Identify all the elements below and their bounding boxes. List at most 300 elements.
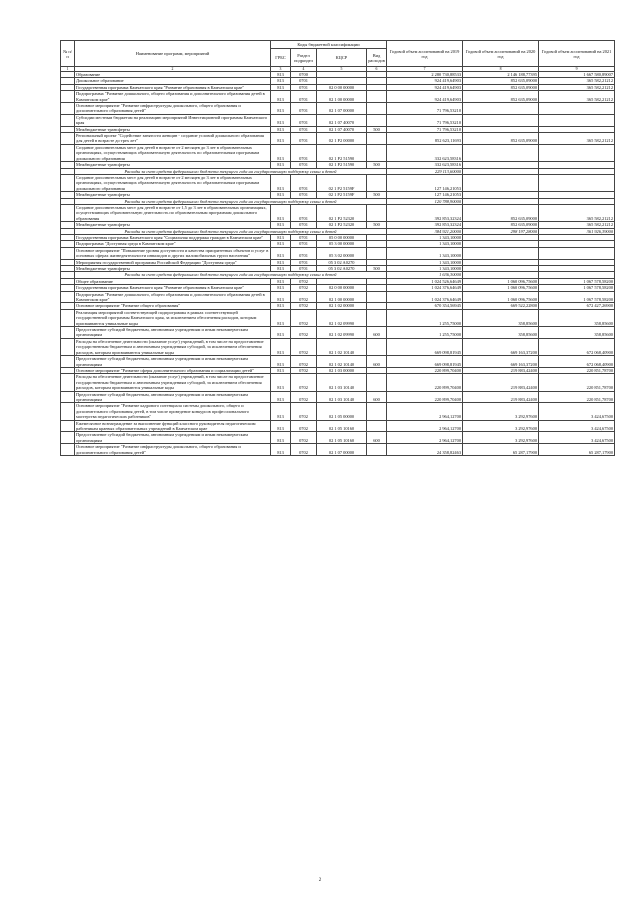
index-cell: 3 [271,67,291,72]
row-name-cell: Государственная программа Камчатского края "Развитие образования в Камчатском крае" [75,84,271,90]
row-grbs-cell: 813 [271,103,291,115]
row-name-cell: Мероприятия государственной программы Российской Федерации "Доступная среда" [75,259,271,265]
row-amount-y1: 229 113,60000 [387,168,463,174]
row-num-cell [61,391,75,403]
row-amount-y3: 365 582,21212 [539,204,615,221]
row-amount-y1: 71 796,53210 [387,126,463,132]
row-razdel-cell: 0702 [291,309,317,326]
row-razdel-cell: 0701 [291,204,317,221]
row-amount-y1: 924 419,64903 [387,78,463,84]
row-note-text: Расходы за счет средств федерального бюджета текущего года на государственную поддержку семьи и детей [75,228,387,234]
row-amount-y2: 3 292,97600 [463,403,539,420]
row-amount-y3: 1 667 580,89007 [539,72,615,78]
table-row [61,403,615,420]
row-kcsr-cell: 02 1 07 40070 [317,126,367,132]
row-name-cell: Региональный проект "Содействие занятости женщин - создание условий дошкольного образования для детей в возрасте до трех лет" [75,133,271,145]
row-name-cell: Предоставление субсидий бюджетным, автономным учреждениям и иным некоммерческим организациям [75,356,271,368]
row-grbs-cell: 813 [271,222,291,228]
row-amount-y1: 1 636,30000 [387,272,463,278]
row-kcsr-cell: 02 1 07 40070 [317,114,367,126]
row-vid-cell: 600 [367,327,387,339]
row-vid-cell [367,291,387,303]
header-year-2020: Годовой объем ассигнований на 2020 год [463,41,539,67]
row-amount-y1: 1 024 526,64649 [387,278,463,284]
row-vid-cell [367,204,387,221]
row-amount-y2 [463,114,539,126]
table-row [61,356,615,368]
row-amount-y2: 852 635,09000 [463,204,539,221]
row-kcsr-cell: 02 1 P2 00000 [317,133,367,145]
row-amount-y2: 1 060 096,75600 [463,278,539,284]
row-amount-y1: 1 024 376,64649 [387,291,463,303]
row-amount-y1: 220 899,70400 [387,374,463,391]
header-year-2021: Годовой объем ассигнований на 2021 год [539,41,615,67]
row-kcsr-cell: 05 0 00 00000 [317,234,367,240]
row-amount-y1: 2 280 730,88533 [387,72,463,78]
row-grbs-cell: 813 [271,432,291,444]
row-amount-y1: 220 899,70400 [387,391,463,403]
row-amount-y1: 2 964,12700 [387,432,463,444]
row-name-cell: Основное мероприятие "Развитие инфраструктуры дошкольного, общего образования и дополнительного образования детей" [75,444,271,456]
row-amount-y2: 3 292,97600 [463,420,539,432]
row-amount-y3: 220 851,78700 [539,367,615,373]
header-kcsr: КЦСР [317,49,367,67]
row-vid-cell [367,420,387,432]
row-note-text: Расходы за счет средств федерального бюджета текущего года на государственную поддержку семьи и детей [75,198,387,204]
row-vid-cell [367,374,387,391]
index-cell: 8 [463,67,539,72]
row-vid-cell [367,309,387,326]
row-amount-y1: 1 343,10000 [387,241,463,247]
row-amount-y1: 127 146,21053 [387,174,463,191]
row-name-cell: Межбюджетные трансферты [75,162,271,168]
row-amount-y1: 670 354,56945 [387,303,463,309]
table-row [61,291,615,303]
table-row [61,114,615,126]
row-kcsr-cell: 02 0 00 00000 [317,84,367,90]
index-cell: 4 [291,67,317,72]
row-grbs-cell: 813 [271,162,291,168]
row-amount-y2: 65 287,17900 [463,444,539,456]
row-vid-cell [367,114,387,126]
row-vid-cell: 500 [367,192,387,198]
table-row [61,91,615,103]
row-vid-cell [367,247,387,259]
row-grbs-cell: 813 [271,278,291,284]
row-amount-y1: 332 623,58316 [387,144,463,161]
header-num: № п/п [61,41,75,67]
row-name-cell: Межбюджетные трансферты [75,126,271,132]
row-razdel-cell: 0702 [291,444,317,456]
row-num-cell [61,420,75,432]
row-name-cell: Реализация мероприятий соответствующей подпрограммы в рамках соответствующей государственной программы Камчатского края, за исключением обеспечения расходов, которым присваиваются уникальные коды [75,309,271,326]
row-amount-y2: 852 635,09000 [463,133,539,145]
row-grbs-cell: 813 [271,204,291,221]
row-amount-y3 [539,144,615,161]
row-grbs-cell: 813 [271,367,291,373]
row-vid-cell [367,338,387,355]
row-razdel-cell: 0701 [291,84,317,90]
row-grbs-cell: 813 [271,192,291,198]
row-razdel-cell: 0701 [291,133,317,145]
row-kcsr-cell: 02 1 P2 51590 [317,162,367,168]
row-name-cell: Субсидии местным бюджетам на реализацию мероприятий Инвестиционной программы Камчатского края [75,114,271,126]
row-grbs-cell: 813 [271,403,291,420]
row-amount-y1: 1 024 376,64649 [387,285,463,291]
row-razdel-cell: 0702 [291,356,317,368]
row-name-cell: Создание дополнительных мест для детей в возрасте от 1,5 до 3 лет в образовательных организациях, осуществляющих образовательную деятельность по образовательным программам дошкольного образования [75,204,271,221]
row-name-cell: Основное мероприятие "Развитие инфраструктуры дошкольного, общего образования и дополнительного образования детей" [75,103,271,115]
row-grbs-cell: 813 [271,356,291,368]
row-grbs-cell: 813 [271,391,291,403]
header-name: Наименование программ, мероприятий [75,41,271,67]
row-kcsr-cell: 02 1 P2 5159F [317,174,367,191]
table-row [61,84,615,90]
row-amount-y2: 219 883,42400 [463,367,539,373]
row-name-cell: Образование [75,72,271,78]
row-num-cell [61,444,75,456]
row-razdel-cell: 0702 [291,420,317,432]
row-vid-cell [367,174,387,191]
row-kcsr-cell: 02 1 02 10140 [317,338,367,355]
row-amount-y1: 71 796,53210 [387,114,463,126]
row-grbs-cell: 813 [271,420,291,432]
row-grbs-cell: 813 [271,144,291,161]
row-razdel-cell: 0702 [291,278,317,284]
row-razdel-cell: 0702 [291,367,317,373]
row-amount-y2: 1 060 096,75600 [463,285,539,291]
row-razdel-cell: 0701 [291,91,317,103]
row-name-cell: Основное мероприятие "Повышение уровня доступности и качества приоритетных объектов и услуг в основных сферах жизнедеятельности инвалидов и других маломобильных групп населения" [75,247,271,259]
row-grbs-cell: 813 [271,174,291,191]
row-amount-y3 [539,174,615,191]
row-amount-y2: 852 635,09000 [463,78,539,84]
row-razdel-cell: 0701 [291,174,317,191]
row-name-cell: Подпрограмма "Развитие дошкольного, общего образования и дополнительного образования детей в Камчатском крае" [75,91,271,103]
header-razdel: Раздел подраздел [291,49,317,67]
row-amount-y3: 65 287,17900 [539,444,615,456]
row-grbs-cell: 813 [271,91,291,103]
row-grbs-cell: 813 [271,72,291,78]
row-grbs-cell: 813 [271,114,291,126]
row-kcsr-cell: 02 1 05 10160 [317,432,367,444]
row-name-cell: Подпрограмма "Доступная среда в Камчатском крае" [75,241,271,247]
row-amount-y3: 365 582,21212 [539,78,615,84]
row-amount-y1: 220 899,70400 [387,367,463,373]
budget-table [60,40,615,456]
header-grbs: ГРБС [271,49,291,67]
row-grbs-cell: 813 [271,444,291,456]
row-razdel-cell: 0701 [291,192,317,198]
budget-document-page [60,40,614,456]
row-vid-cell [367,103,387,115]
row-razdel-cell: 0701 [291,114,317,126]
index-cell: 1 [61,67,75,72]
row-kcsr-cell: 02 1 02 09990 [317,309,367,326]
row-grbs-cell: 813 [271,266,291,272]
page-number: 2 [318,878,322,883]
row-amount-y2: 669 163,37200 [463,356,539,368]
header-codes-group: Коды бюджетной классификации [271,41,387,49]
table-row [61,327,615,339]
row-amount-y1: 127 146,21053 [387,192,463,198]
row-amount-y3: 3 424,67500 [539,432,615,444]
row-amount-y1: 392 853,32324 [387,204,463,221]
row-name-cell: Ежемесячное вознаграждение за выполнение функций классного руководителя педагогическим работникам краевых образовательных учреждений в Камчатском крае [75,420,271,432]
table-row [61,420,615,432]
table-row [61,204,615,221]
row-amount-y1: 384 921,20000 [387,228,463,234]
table-body [61,72,615,456]
row-amount-y1: 924 419,64903 [387,84,463,90]
row-razdel-cell: 0701 [291,266,317,272]
row-razdel-cell: 0701 [291,222,317,228]
row-grbs-cell: 813 [271,285,291,291]
row-vid-cell [367,444,387,456]
row-num-cell [61,144,75,161]
row-razdel-cell: 0702 [291,303,317,309]
table-row [61,174,615,191]
row-kcsr-cell: 02 1 05 10160 [317,420,367,432]
row-amount-y3: 220 851,78700 [539,391,615,403]
row-razdel-cell: 0702 [291,374,317,391]
row-amount-y3: 358,85600 [539,327,615,339]
row-amount-y3 [539,247,615,259]
row-amount-y2: 1 060 096,75600 [463,291,539,303]
row-kcsr-cell: 05 3 02 00000 [317,247,367,259]
row-amount-y2: 298 197,28000 [463,228,539,234]
row-amount-y2: 219 883,42400 [463,391,539,403]
row-amount-y2 [463,144,539,161]
row-amount-y1: 924 419,64903 [387,91,463,103]
row-razdel-cell: 0701 [291,103,317,115]
row-amount-y1: 1 343,10000 [387,234,463,240]
row-name-cell: Расходы на обеспечение деятельности (оказание услуг) учреждений, в том числе на предоставление государственным бюджетным и автономным учреждениям субсидий, за исключением обеспечения расходов, которым присваиваются уникальные коды [75,374,271,391]
row-razdel-cell: 0700 [291,72,317,78]
row-grbs-cell: 813 [271,78,291,84]
row-amount-y2: 852 635,09000 [463,84,539,90]
row-kcsr-cell: 02 1 P2 52320 [317,222,367,228]
row-kcsr-cell: 02 1 P2 51590 [317,144,367,161]
row-grbs-cell: 813 [271,259,291,265]
row-grbs-cell: 813 [271,374,291,391]
table-row [61,432,615,444]
row-kcsr-cell: 05 3 02 A0270 [317,266,367,272]
row-amount-y2: 669 522,22800 [463,303,539,309]
row-vid-cell: 600 [367,356,387,368]
row-name-cell: Расходы на обеспечение деятельности (оказание услуг) учреждений, в том числе на предоставление государственным бюджетным и автономным учреждениям субсидий, за исключением обеспечения расходов, которым присваиваются уникальные коды [75,338,271,355]
row-amount-y1: 2 964,12700 [387,403,463,420]
row-num-cell [61,133,75,145]
row-kcsr-cell: 02 1 03 10140 [317,391,367,403]
table-row [61,444,615,456]
row-amount-y2: 2 146 188,77395 [463,72,539,78]
row-amount-y1: 24 358,82463 [387,444,463,456]
row-razdel-cell: 0701 [291,234,317,240]
row-amount-y3: 365 582,21212 [539,84,615,90]
index-cell: 6 [367,67,387,72]
row-amount-y2: 852 635,09000 [463,91,539,103]
row-vid-cell: 500 [367,222,387,228]
row-amount-y3: 1 067 578,58200 [539,285,615,291]
row-num-cell [61,356,75,368]
row-amount-y2: 3 292,97600 [463,432,539,444]
index-cell: 2 [75,67,271,72]
row-amount-y3: 365 582,21212 [539,222,615,228]
row-vid-cell [367,144,387,161]
row-razdel-cell: 0702 [291,391,317,403]
row-name-cell: Государственная программа Камчатского края "Социальная поддержка граждан в Камчатском крае" [75,234,271,240]
row-kcsr-cell: 02 1 00 00000 [317,291,367,303]
row-amount-y3: 1 067 578,58200 [539,291,615,303]
table-row [61,338,615,355]
row-amount-y3: 365 582,21212 [539,133,615,145]
row-vid-cell: 600 [367,432,387,444]
row-kcsr-cell: 02 1 00 00000 [317,91,367,103]
row-razdel-cell: 0701 [291,259,317,265]
row-amount-y3 [539,114,615,126]
row-amount-y3: 672 427,26900 [539,303,615,309]
row-razdel-cell: 0701 [291,126,317,132]
table-row [61,367,615,373]
table-row [61,144,615,161]
row-grbs-cell: 813 [271,291,291,303]
row-num-cell [61,327,75,339]
row-name-cell: Общее образование [75,278,271,284]
row-amount-y2 [463,174,539,191]
table-row [61,309,615,326]
table-row [61,285,615,291]
row-amount-y2: 219 883,42400 [463,374,539,391]
row-kcsr-cell: 02 1 02 09990 [317,327,367,339]
row-vid-cell: 600 [367,391,387,403]
row-name-cell: Основное мероприятие "Развитие сферы дополнительного образования и социализации детей" [75,367,271,373]
row-amount-y1: 332 623,58316 [387,162,463,168]
row-razdel-cell: 0701 [291,241,317,247]
row-kcsr-cell: 02 1 05 00000 [317,403,367,420]
row-num-cell [61,338,75,355]
row-name-cell: Межбюджетные трансферты [75,192,271,198]
row-grbs-cell: 813 [271,126,291,132]
table-row [61,391,615,403]
row-amount-y1: 120 788,90000 [387,198,463,204]
row-razdel-cell: 0702 [291,291,317,303]
header-vid-rashodov: Вид расходов [367,49,387,67]
row-grbs-cell: 813 [271,133,291,145]
row-kcsr-cell: 02 1 P2 5159F [317,192,367,198]
row-num-cell [61,309,75,326]
row-amount-y1: 1 255,75000 [387,309,463,326]
row-name-cell: Государственная программа Камчатского края "Развитие образования в Камчатском крае" [75,285,271,291]
row-amount-y3: 672 068,40900 [539,356,615,368]
row-kcsr-cell: 02 1 07 00000 [317,444,367,456]
row-name-cell: Создание дополнительных мест для детей в возрасте от 2 месяцев до 3 лет в образовательных организациях, осуществляющих образовательную деятельность по образовательным программам дошкольного образования [75,174,271,191]
table-row [61,103,615,115]
row-num-cell [61,103,75,115]
row-amount-y1: 1 343,10000 [387,247,463,259]
row-name-cell: Межбюджетные трансферты [75,266,271,272]
row-amount-y2: 358,85600 [463,327,539,339]
row-vid-cell [367,133,387,145]
row-amount-y1: 392 853,32324 [387,222,463,228]
row-grbs-cell: 813 [271,247,291,259]
row-grbs-cell: 813 [271,309,291,326]
row-razdel-cell: 0702 [291,403,317,420]
table-row [61,374,615,391]
row-num-cell [61,291,75,303]
row-name-cell: Основное мероприятие "Развитие общего образования" [75,303,271,309]
row-amount-y1: 1 343,10000 [387,259,463,265]
row-num-cell [61,403,75,420]
row-amount-y3: 3 424,67500 [539,403,615,420]
row-grbs-cell: 813 [271,303,291,309]
table-row [61,303,615,309]
row-name-cell: Предоставление субсидий бюджетным, автономным учреждениям и иным некоммерческим организациям [75,327,271,339]
row-name-cell: Подпрограмма "Развитие дошкольного, общего образования и дополнительного образования детей в Камчатском крае" [75,291,271,303]
row-kcsr-cell: 02 1 03 00000 [317,367,367,373]
row-note-text: Расходы за счет средств федерального бюджета текущего года на государственную поддержку семьи и детей [75,168,387,174]
row-kcsr-cell: 02 1 02 10140 [317,356,367,368]
row-num-cell [61,374,75,391]
row-amount-y1: 1 343,10000 [387,266,463,272]
row-amount-y2: 852 635,09000 [463,222,539,228]
row-kcsr-cell: 02 1 03 10140 [317,374,367,391]
row-num-cell [61,174,75,191]
row-vid-cell: 500 [367,162,387,168]
row-vid-cell [367,91,387,103]
row-vid-cell [367,403,387,420]
row-name-cell: Межбюджетные трансферты [75,222,271,228]
row-name-cell: Предоставление субсидий бюджетным, автономным учреждениям и иным некоммерческим организациям [75,432,271,444]
row-amount-y3: 361 926,39000 [539,228,615,234]
row-grbs-cell: 813 [271,241,291,247]
row-amount-y3: 3 424,67500 [539,420,615,432]
row-kcsr-cell: 02 0 00 00000 [317,285,367,291]
row-razdel-cell: 0702 [291,338,317,355]
row-kcsr-cell: 02 1 P2 52320 [317,204,367,221]
index-cell: 5 [317,67,367,72]
row-amount-y2: 669 163,37200 [463,338,539,355]
table-header [61,41,615,72]
row-amount-y1: 669 098,81945 [387,338,463,355]
row-grbs-cell: 813 [271,234,291,240]
row-vid-cell: 500 [367,126,387,132]
row-name-cell: Дошкольное образование [75,78,271,84]
row-grbs-cell: 813 [271,84,291,90]
header-year-2019: Годовой объем ассигнований на 2019 год [387,41,463,67]
row-amount-y1: 71 796,53210 [387,103,463,115]
row-num-cell [61,432,75,444]
row-note-text: Расходы за счет средств федерального бюджета текущего года на государственную поддержку семьи и детей [75,272,387,278]
row-amount-y3: 672 068,40900 [539,338,615,355]
row-razdel-cell: 0701 [291,144,317,161]
row-grbs-cell: 813 [271,327,291,339]
row-amount-y1: 1 255,75000 [387,327,463,339]
row-amount-y1: 852 623,11693 [387,133,463,145]
row-razdel-cell: 0701 [291,247,317,259]
row-razdel-cell: 0702 [291,285,317,291]
row-name-cell: Предоставление субсидий бюджетным, автономным учреждениям и иным некоммерческим организациям [75,391,271,403]
row-kcsr-cell: 05 3 02 A0270 [317,259,367,265]
row-kcsr-cell: 05 3 00 00000 [317,241,367,247]
row-amount-y3: 220 851,78700 [539,374,615,391]
row-razdel-cell: 0701 [291,78,317,84]
row-razdel-cell: 0701 [291,162,317,168]
row-amount-y3 [539,103,615,115]
row-num-cell [61,204,75,221]
row-amount-y2 [463,247,539,259]
row-name-cell: Основное мероприятие "Развитие кадрового потенциала системы дошкольного, общего и дополнительного образования детей, в том числе проведение конкурсов профессионального мастерства педагогических работников" [75,403,271,420]
